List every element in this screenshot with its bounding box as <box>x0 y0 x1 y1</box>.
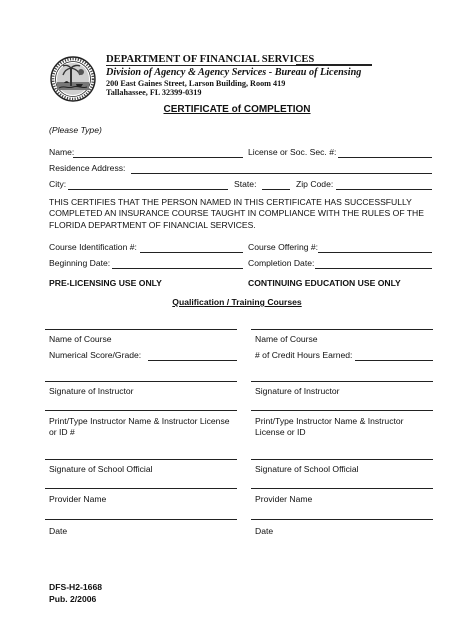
state-field[interactable] <box>262 189 290 190</box>
left-date-label: Date <box>49 526 68 536</box>
left-instructor-print-line[interactable] <box>45 410 237 411</box>
pre-licensing-heading: PRE-LICENSING USE ONLY <box>49 278 162 288</box>
license-label: License or Soc. Sec. #: <box>248 147 337 157</box>
left-provider-label: Provider Name <box>49 494 107 504</box>
course-offering-label: Course Offering #: <box>248 242 319 252</box>
right-instructor-print-line[interactable] <box>251 410 433 411</box>
left-school-sig-label: Signature of School Official <box>49 464 153 474</box>
division-name: Division of Agency & Agency Services - Bureau of Licensing <box>106 67 362 78</box>
right-date-label: Date <box>255 526 274 536</box>
left-instructor-print-label: Print/Type Instructor Name & Instructor License or ID # <box>49 416 230 438</box>
header-rule <box>106 65 372 66</box>
right-instructor-sig-line[interactable] <box>251 381 433 382</box>
zip-field[interactable] <box>336 189 432 190</box>
right-school-sig-line[interactable] <box>251 459 433 460</box>
right-school-sig-label: Signature of School Official <box>255 464 359 474</box>
publication-date: Pub. 2/2006 <box>49 594 97 604</box>
continuing-education-heading: CONTINUING EDUCATION USE ONLY <box>248 278 401 288</box>
left-instructor-sig-label: Signature of Instructor <box>49 386 134 396</box>
certification-statement: THIS CERTIFIES THAT THE PERSON NAMED IN THIS CERTIFICATE HAS SUCCESSFULLY COMPLETED AN INSURANCE COURSE TAUGHT IN COMPLIANCE WITH THE RULES OF THE FLORIDA DEPARTMENT OF FINANCIAL SERVICES. <box>49 197 424 230</box>
residence-label: Residence Address: <box>49 163 126 173</box>
qualification-heading: Qualification / Training Courses <box>172 297 302 307</box>
left-course-line[interactable] <box>45 329 237 330</box>
numerical-score-field[interactable] <box>148 360 237 361</box>
right-course-line[interactable] <box>251 329 433 330</box>
right-name-of-course-label: Name of Course <box>255 334 318 344</box>
city-field[interactable] <box>68 189 228 190</box>
left-instructor-sig-line[interactable] <box>45 381 237 382</box>
course-identification-field[interactable] <box>140 252 243 253</box>
state-seal-icon <box>50 56 96 102</box>
completion-date-label: Completion Date: <box>248 258 315 268</box>
address-line-1: 200 East Gaines Street, Larson Building, Room 419 <box>106 79 286 88</box>
license-field[interactable] <box>338 157 432 158</box>
course-offering-field[interactable] <box>318 252 432 253</box>
left-date-line[interactable] <box>45 519 237 520</box>
please-type-note: (Please Type) <box>49 125 102 135</box>
zip-label: Zip Code: <box>296 179 334 189</box>
credit-hours-label: # of Credit Hours Earned: <box>255 350 353 360</box>
form-number: DFS-H2-1668 <box>49 582 103 592</box>
beginning-date-field[interactable] <box>112 268 243 269</box>
address-line-2: Tallahassee, FL 32399-0319 <box>106 88 202 97</box>
course-identification-label: Course Identification #: <box>49 242 137 252</box>
page-title: CERTIFICATE of COMPLETION <box>163 104 311 115</box>
right-instructor-sig-label: Signature of Instructor <box>255 386 340 396</box>
credit-hours-field[interactable] <box>355 360 433 361</box>
city-label: City: <box>49 179 67 189</box>
right-instructor-print-label: Print/Type Instructor Name & Instructor License or ID <box>255 416 404 438</box>
name-label: Name: <box>49 147 75 157</box>
completion-date-field[interactable] <box>315 268 432 269</box>
right-provider-line[interactable] <box>251 488 433 489</box>
left-school-sig-line[interactable] <box>45 459 237 460</box>
name-field[interactable] <box>73 157 243 158</box>
numerical-score-label: Numerical Score/Grade: <box>49 350 142 360</box>
beginning-date-label: Beginning Date: <box>49 258 111 268</box>
right-date-line[interactable] <box>251 519 433 520</box>
left-name-of-course-label: Name of Course <box>49 334 112 344</box>
residence-field[interactable] <box>131 173 432 174</box>
state-label: State: <box>234 179 257 189</box>
right-provider-label: Provider Name <box>255 494 313 504</box>
department-name: DEPARTMENT OF FINANCIAL SERVICES <box>106 54 315 65</box>
left-provider-line[interactable] <box>45 488 237 489</box>
